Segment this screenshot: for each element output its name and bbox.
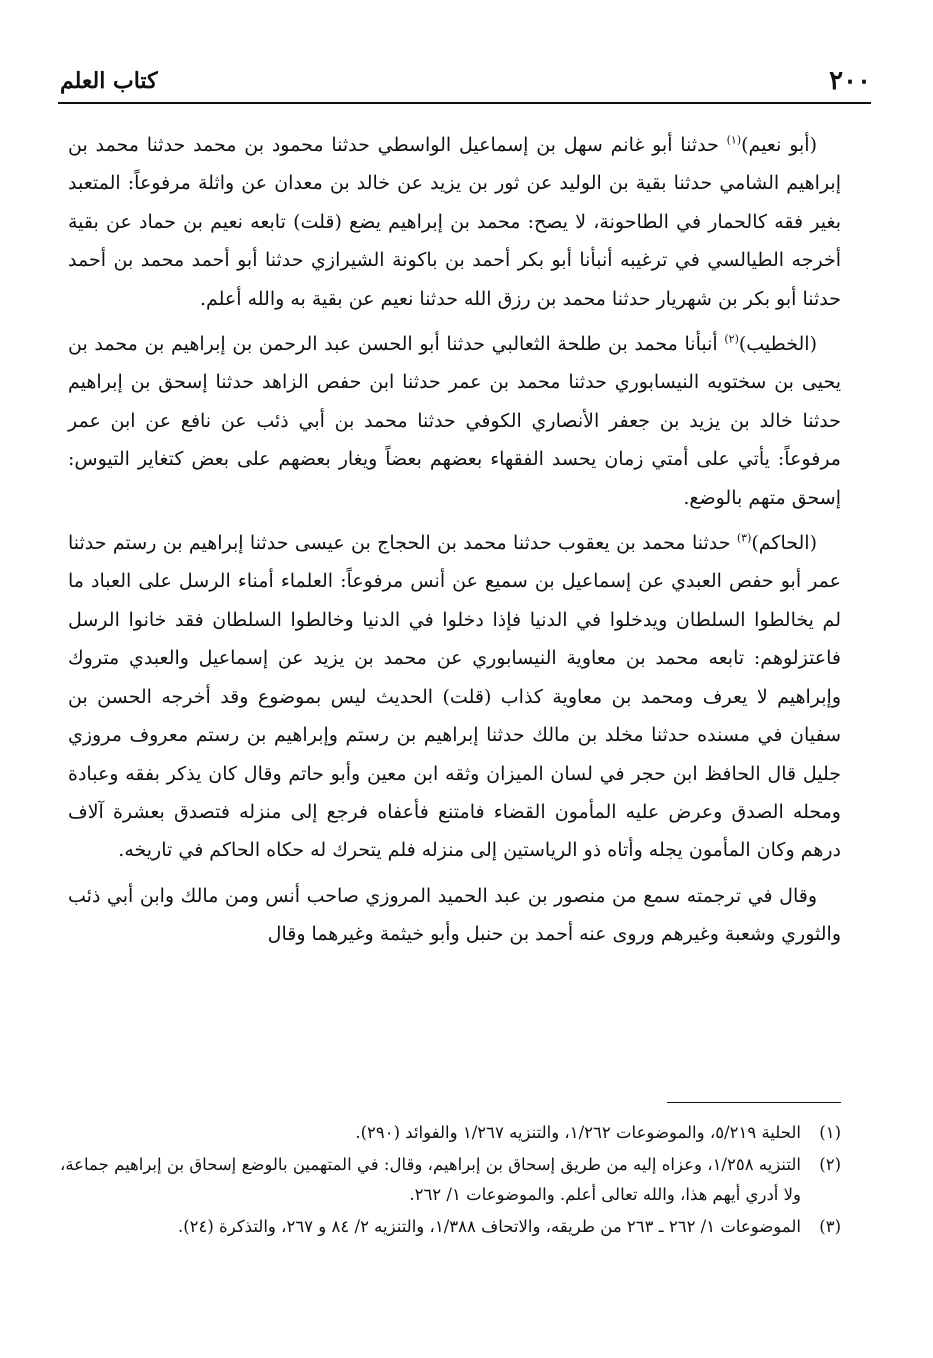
paragraph-text: حدثنا محمد بن يعقوب حدثنا محمد بن الحجاج بن عيسى حدثنا إبراهيم بن رستم حدثنا عمر أبو حفص العبدي عن إسماعيل بن سميع عن أنس مرفوعاً: العلماء أمناء الرسل على العباد ما لم يخالطوا السلطان ويدخلوا في الدنيا فإذا دخلوا في الدنيا وخالطوا السلطان فقد خانوا الرسل فاعتزلوهم: تابعه محمد بن معاوية النيسابوري عن محمد بن يزيد عن إسماعيل والعبدي متروك وإبراهيم لا يعرف ومحمد بن معاوية كذاب (قلت) الحديث ليس بموضوع وقد أخرجه الحسن بن سفيان في مسنده حدثنا مخلد بن مالك حدثنا إبراهيم بن رستم وإبراهيم بن رستم معروف مروزي جليل قال الحافظ ابن حجر في لسان الميزان وثقه ابن معين وأبو حاتم وقال كان يذكر بفقه وعبادة ومحله الصدق وعرض عليه المأمون القضاء فامتنع فأعفاه فرجع إلى منزله فتصدق بعشرة آلاف درهم وكان المأمون يجله وأتاه ذو الرياستين إلى منزله فلم يتحرك له حكاه الحاكم في تاريخه.	[68, 532, 841, 862]
footnote-number: (١)	[819, 1123, 841, 1142]
footnote-text: الحلية ٥/٢١٩، والموضوعات ١/٢٦٢، والتنزيه ١/٢٦٧ والفوائد (٢٩٠).	[355, 1123, 801, 1142]
footnote-separator	[667, 1102, 841, 1103]
paragraph	[68, 126, 841, 318]
paragraph	[68, 877, 841, 954]
footnote-number: (٣)	[819, 1217, 841, 1236]
main-text	[68, 126, 841, 954]
book-title: كتاب العلم	[60, 68, 158, 94]
footnote-text: الموضوعات ١/ ٢٦٢ ـ ٢٦٣ من طريقه، والاتحاف ١/٣٨٨، والتنزيه ٢/ ٨٤ و ٢٦٧، والتذكرة (٢٤).	[177, 1217, 801, 1236]
footnote-ref: (٣)	[736, 531, 752, 545]
paragraph-text: حدثنا أبو غانم سهل بن إسماعيل الواسطي حدثنا محمود بن محمد حدثنا محمد بن إبراهيم الشامي حدثنا بقية بن الوليد عن ثور بن يزيد عن خالد بن معدان عن واثلة مرفوعاً: المتعبد بغير فقه كالحمار في الطاحونة، لا يصح: محمد بن إبراهيم يضع (قلت) تابعه نعيم بن حماد عن بقية أخرجه الطيالسي في ترغيبه أنبأنا أبو بكر أحمد بن باكونة الشيرازي حدثنا أبو أحمد محمد بن أحمد حدثنا أبو بكر بن شهريار حدثنا محمد بن رزق الله حدثنا نعيم عن بقية به والله أعلم.	[68, 134, 841, 310]
header-rule	[58, 102, 871, 104]
page-number: ٢٠٠	[829, 66, 871, 96]
page-header	[60, 66, 871, 102]
footnote-text: التنزيه ١/٢٥٨، وعزاه إليه من طريق إسحاق بن إبراهيم، وقال: في المتهمين بالوضع إسحاق بن إبراهيم جماعة، ولا أدري أيهم هذا، والله تعالى أعلم. والموضوعات ١/ ٢٦٢.	[60, 1155, 801, 1204]
footnote	[60, 1212, 841, 1242]
hadith-source: (الحاكم)	[751, 532, 817, 555]
footnote	[60, 1118, 841, 1148]
footnote	[60, 1150, 841, 1210]
footnote-ref: (١)	[726, 133, 742, 147]
hadith-source: (أبو نعيم)	[741, 134, 817, 156]
paragraph	[68, 325, 841, 517]
paragraph	[68, 524, 841, 870]
footnotes	[60, 1118, 841, 1244]
paragraph-text: أنبأنا محمد بن طلحة الثعالبي حدثنا أبو الحسن عبد الرحمن بن إبراهيم بن محمد بن يحيى بن سختويه النيسابوري حدثنا محمد بن عمر حدثنا ابن حفص الزاهد حدثنا إسحق بن إبراهيم حدثنا خالد بن يزيد بن جعفر الأنصاري الكوفي حدثنا محمد بن أبي ذئب عن نافع عن ابن عمر مرفوعاً: يأتي على أمتي زمان يحسد الفقهاء بعضهم بعضاً ويغار بعضهم على بعض كتغاير التيوس: إسحق متهم بالوضع.	[68, 333, 841, 509]
paragraph-text: وقال في ترجمته سمع من منصور بن عبد الحميد المروزي صاحب أنس ومن مالك وابن أبي ذئب والثوري وشعبة وغيرهم وروى عنه أحمد بن حنبل وأبو خيثمة وغيرهما وقال	[68, 884, 841, 946]
footnote-ref: (٢)	[724, 332, 739, 346]
hadith-source: (الخطيب)	[738, 333, 817, 356]
footnote-number: (٢)	[819, 1155, 841, 1174]
